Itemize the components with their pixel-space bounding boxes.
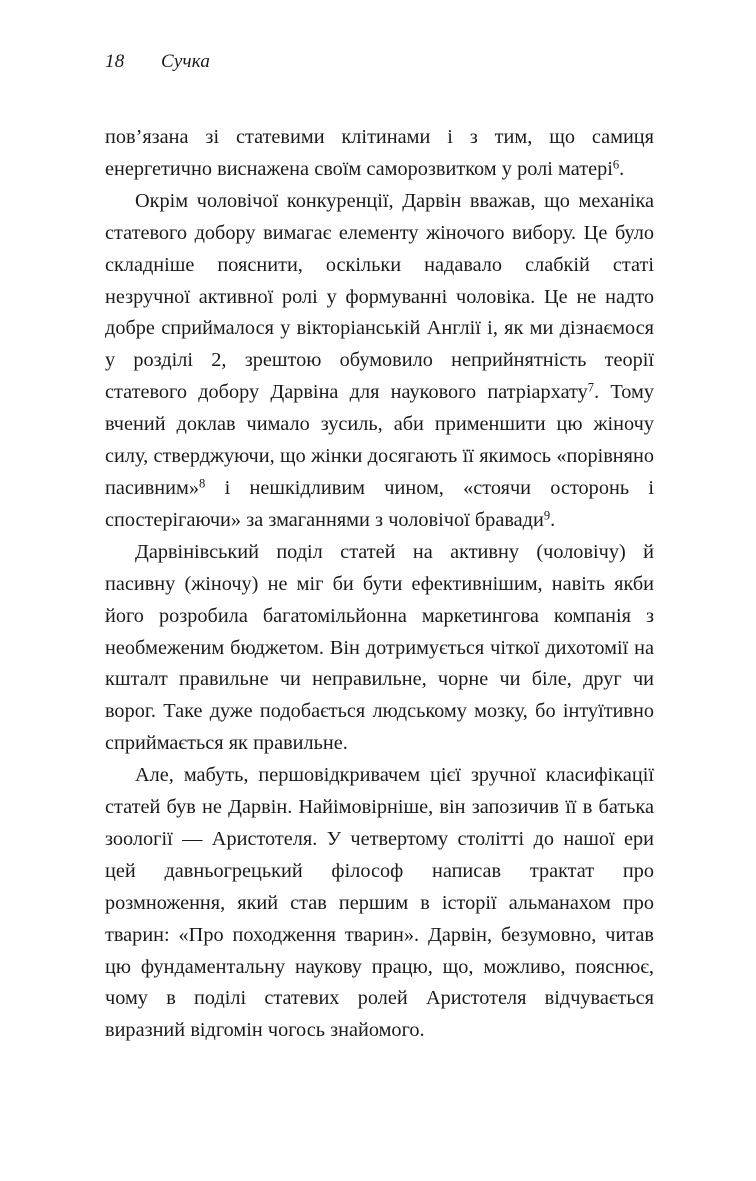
paragraph-1-tail: . <box>619 157 625 180</box>
paragraph-2 <box>105 186 654 537</box>
paragraph-1-text: пов’язана зі статевими клітинами і з тим, що самиця енергетично виснажена своїм саморозвитком у ролі матері <box>105 126 654 180</box>
footnote-ref-9[interactable]: 9 <box>543 508 551 523</box>
paragraph-2-tail-3: . <box>550 508 556 531</box>
paragraph-2-tail-2: і нешкідливим чином, «стоячи осторонь і спостерігаючи» за змаганнями з чоловічої бравади <box>105 476 654 531</box>
paragraph-3: Дарвінівський поділ статей на активну (чоловічу) й пасивну (жіночу) не міг би бути ефективнішим, навіть якби його розробила багатомільйонна маркетингова компанія з необмеженим бюджетом. Він дотримується чіткої дихотомії на кшталт правильне чи неправильне, чорне чи біле, друг чи ворог. Таке дуже подобається людському мозку, бо інтуїтивно сприймається як правильне. <box>105 540 654 755</box>
footnote-ref-8[interactable]: 8 <box>198 476 206 491</box>
body-text-block <box>105 122 654 1047</box>
paragraph-2-text: Окрім чоловічої конкуренції, Дарвін вважав, що механіка статевого добору вимагає елементу жіночого вибору. Це було складніше пояснити, оскільки надавало слабкій статі незручної активної ролі у формуванні чоловіка. Це не надто добре сприймалося у вікторіанській Англії і, як ми дізнаємося у розділі 2, зрештою обумовило неприйнятність теорії статевого добору Дарвіна для наукового патріархату <box>105 189 654 404</box>
running-head <box>105 50 653 74</box>
paragraph-4: Але, мабуть, першовідкривачем цієї зручної класифікації статей був не Дарвін. Найімовірніше, він запозичив її в батька зоології — Аристотеля. У четвертому столітті до нашої ери цей давньогрецький філософ написав трактат про розмноження, який став першим в історії альманахом про тварин: «Про походження тварин». Дарвін, безумовно, читав цю фундаментальну наукову працю, що, можливо, пояснює, чому в поділі статевих ролей Аристотеля відчувається виразний відгомін чогось знайомого. <box>105 764 654 1042</box>
page-number: 18 <box>105 51 125 72</box>
paragraph-1 <box>105 122 654 186</box>
footnote-ref-7[interactable]: 7 <box>587 380 595 395</box>
paragraph-2-tail: . Тому вчений доклав чимало зусиль, аби применшити цю жіночу силу, стверджуючи, що жінки досягають її якимось «порівняно пасивним» <box>105 381 654 499</box>
footnote-ref-6[interactable]: 6 <box>612 157 620 172</box>
book-title: Сучка <box>161 51 211 72</box>
